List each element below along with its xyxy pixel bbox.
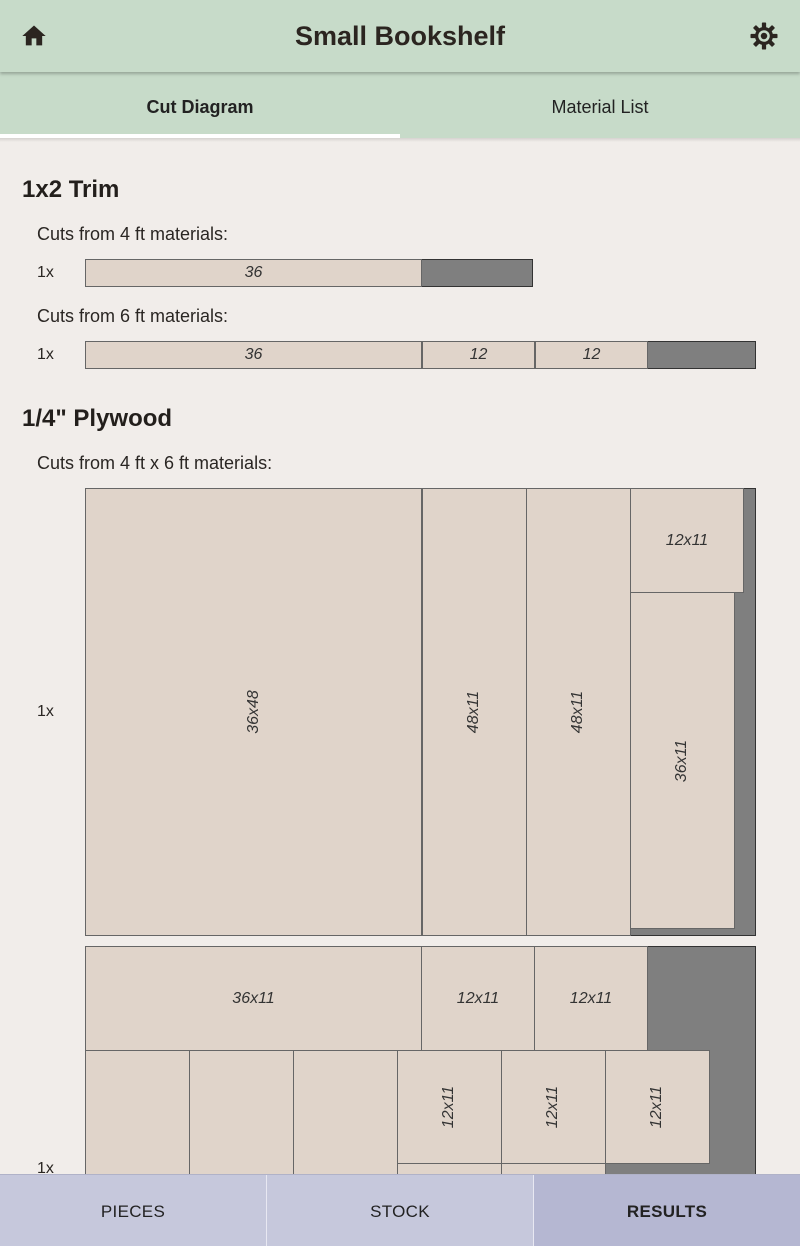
cut-piece[interactable] <box>421 946 535 1051</box>
piece-label: 12x11 <box>648 1085 666 1129</box>
section-title-plywood: 1/4" Plywood <box>22 405 173 432</box>
nav-stock[interactable]: STOCK <box>370 1202 430 1221</box>
board-quantity: 1x <box>37 703 54 720</box>
group-label: Cuts from 4 ft materials: <box>37 224 229 244</box>
piece-label: 12 <box>582 346 601 363</box>
piece-label: 36x48 <box>244 690 262 734</box>
piece-label: 12x11 <box>544 1085 562 1129</box>
gear-icon <box>749 21 779 51</box>
cut-piece[interactable] <box>397 1050 502 1164</box>
piece-label: 12x11 <box>440 1085 458 1129</box>
nav-pieces[interactable]: PIECES <box>100 1202 166 1221</box>
piece-label: 36 <box>244 264 263 281</box>
cut-piece[interactable] <box>535 341 648 369</box>
piece-label: 12 <box>469 346 488 363</box>
section-title-trim: 1x2 Trim <box>22 176 120 203</box>
piece-label: 36 <box>244 346 263 363</box>
piece-label: 48x11 <box>465 690 483 734</box>
tab-bar <box>0 72 800 138</box>
active-tab-indicator <box>0 134 400 138</box>
cut-piece[interactable] <box>85 488 422 936</box>
cut-piece[interactable] <box>85 341 422 369</box>
cut-piece[interactable] <box>85 946 422 1051</box>
piece-label: 12x11 <box>665 531 709 549</box>
board-quantity: 1x <box>37 1160 54 1174</box>
cut-piece[interactable] <box>534 946 648 1051</box>
stock-sheet <box>85 946 756 1174</box>
cut-piece[interactable] <box>85 259 422 287</box>
cut-piece[interactable] <box>630 592 735 929</box>
cut-piece[interactable] <box>85 1050 190 1174</box>
cut-piece[interactable] <box>630 488 744 593</box>
stock-board <box>85 259 533 287</box>
cut-piece[interactable] <box>397 1163 502 1174</box>
cut-piece[interactable] <box>526 488 631 936</box>
cut-diagram-content[interactable] <box>0 142 800 1174</box>
piece-label: 12x11 <box>569 989 613 1007</box>
nav-results[interactable]: RESULTS <box>534 1175 800 1246</box>
cut-piece[interactable] <box>501 1050 606 1164</box>
piece-label: 36x11 <box>232 989 275 1007</box>
board-quantity: 1x <box>37 264 54 281</box>
cut-piece[interactable] <box>293 1050 398 1174</box>
cut-piece[interactable] <box>422 488 527 936</box>
cut-piece[interactable] <box>605 1050 710 1164</box>
piece-label: 48x11 <box>569 690 587 734</box>
tab-shadow <box>0 138 800 142</box>
app-bar <box>0 0 800 72</box>
cut-piece[interactable] <box>189 1050 294 1174</box>
stock-sheet <box>85 488 756 936</box>
settings-button[interactable] <box>746 18 782 54</box>
piece-label: 36x11 <box>673 739 691 782</box>
group-label: Cuts from 6 ft materials: <box>37 306 229 326</box>
stock-board <box>85 341 756 369</box>
tab-material-list[interactable]: Material List <box>551 97 649 117</box>
page-title: Small Bookshelf <box>294 21 506 51</box>
tab-cut-diagram[interactable]: Cut Diagram <box>146 97 254 117</box>
bottom-navigation <box>0 1174 800 1246</box>
piece-label: 12x11 <box>456 989 500 1007</box>
cut-piece[interactable] <box>501 1163 606 1174</box>
group-label: Cuts from 4 ft x 6 ft materials: <box>37 453 273 473</box>
board-quantity: 1x <box>37 346 54 363</box>
cut-piece[interactable] <box>422 341 535 369</box>
